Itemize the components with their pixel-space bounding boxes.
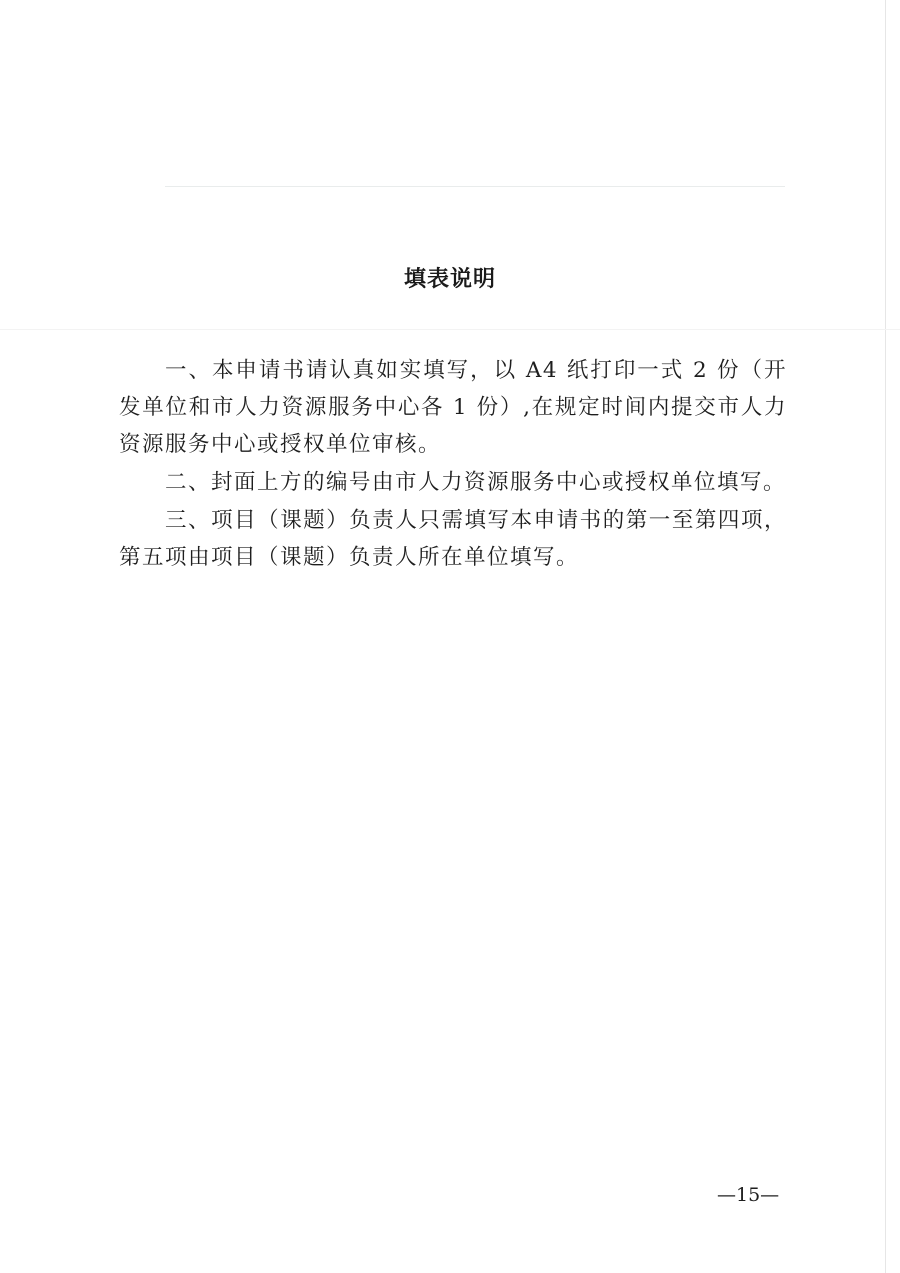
page-number: —15— (717, 1184, 780, 1206)
instruction-paragraph-3: 三、项目（课题）负责人只需填写本申请书的第一至第四项，第五项由项目（课题）负责人所在单位填写。 (119, 508, 787, 570)
scan-artifact-line (0, 329, 900, 330)
instruction-paragraph-1: 一、本申请书请认真如实填写，以 A4 纸打印一式 2 份（开发单位和市人力资源服务中心各 1 份）,在规定时间内提交市人力资源服务中心或授权单位审核。 (119, 358, 787, 457)
document-title: 填表说明 (403, 267, 496, 292)
instruction-paragraph-2: 二、封面上方的编号由市人力资源服务中心或授权单位填写。 (165, 470, 787, 495)
document-body (119, 352, 787, 577)
scan-artifact-line (165, 186, 785, 187)
page-edge-line (885, 0, 886, 1273)
